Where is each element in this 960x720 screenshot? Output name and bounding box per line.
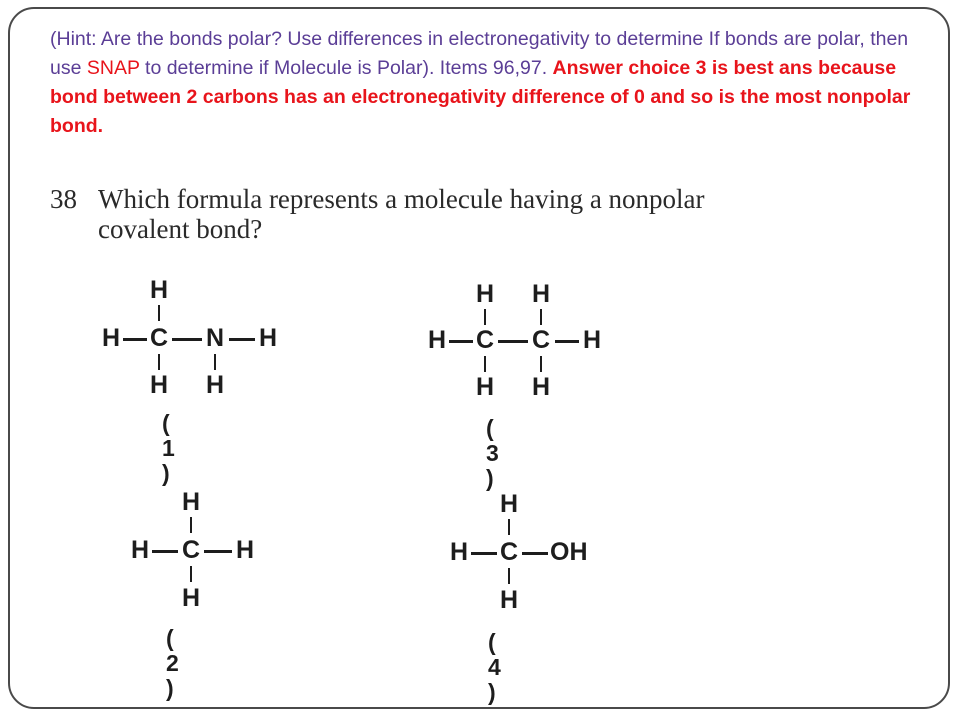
hint-paragraph: [50, 25, 930, 141]
atom-c: C: [150, 324, 169, 352]
choice-label-3: ( 3 ): [486, 415, 502, 491]
atom-h: H: [476, 373, 495, 401]
atom-h: H: [131, 536, 150, 564]
snap-term: SNAP: [86, 57, 140, 79]
bond-line: [123, 338, 147, 341]
atom-h: H: [182, 488, 201, 516]
choice-label-4: ( 4 ): [488, 629, 504, 705]
bond-line: [471, 552, 497, 555]
bond-line: [540, 309, 542, 325]
choice-label-2: ( 2 ): [166, 625, 182, 701]
atom-c: C: [500, 538, 519, 566]
bond-line: [158, 305, 160, 321]
bond-line: [484, 356, 486, 372]
bond-line: [540, 356, 542, 372]
question-text: Which formula represents a molecule having a nonpolar covalent bond?: [98, 184, 705, 244]
atom-h: H: [150, 276, 169, 304]
bond-line: [449, 340, 473, 343]
atom-h: H: [450, 538, 469, 566]
atom-h: H: [236, 536, 255, 564]
atom-h: H: [583, 326, 602, 354]
atom-h: H: [500, 586, 519, 614]
atom-h: H: [259, 324, 278, 352]
atom-h: H: [500, 490, 519, 518]
hint-text-part2: to determine if Molecule is Polar). Items 96,97.: [139, 57, 553, 79]
atom-h: H: [428, 326, 447, 354]
atom-c: C: [182, 536, 201, 564]
atom-h: H: [476, 280, 495, 308]
bond-line: [172, 338, 202, 341]
bond-line: [190, 517, 192, 533]
atom-h: H: [206, 371, 225, 399]
bond-line: [508, 568, 510, 584]
bond-line: [555, 340, 579, 343]
question-number: 38: [50, 184, 77, 214]
atom-h: H: [532, 373, 551, 401]
atom-h: H: [102, 324, 121, 352]
bond-line: [152, 550, 178, 553]
atom-h: H: [150, 371, 169, 399]
bond-line: [508, 519, 510, 535]
bond-line: [190, 566, 192, 582]
hint-text-part1: (Hint: Are the bonds polar? Use differences in electronegativity to determine If bonds are polar, then use: [50, 28, 909, 79]
answer-explanation: Answer choice 3 is best ans because bond between 2 carbons has an electronegativity difference of 0 and so is the most nonpolar bond.: [50, 57, 911, 137]
atom-c: C: [476, 326, 495, 354]
bond-line: [229, 338, 255, 341]
atom-h: H: [532, 280, 551, 308]
bond-line: [214, 354, 216, 370]
bond-line: [498, 340, 528, 343]
atom-oh: OH: [550, 538, 588, 566]
choice-label-1: ( 1 ): [162, 410, 178, 486]
bond-line: [484, 309, 486, 325]
bond-line: [522, 552, 548, 555]
atom-h: H: [182, 584, 201, 612]
atom-c: C: [532, 326, 551, 354]
bond-line: [158, 354, 160, 370]
atom-n: N: [206, 324, 225, 352]
bond-line: [204, 550, 232, 553]
